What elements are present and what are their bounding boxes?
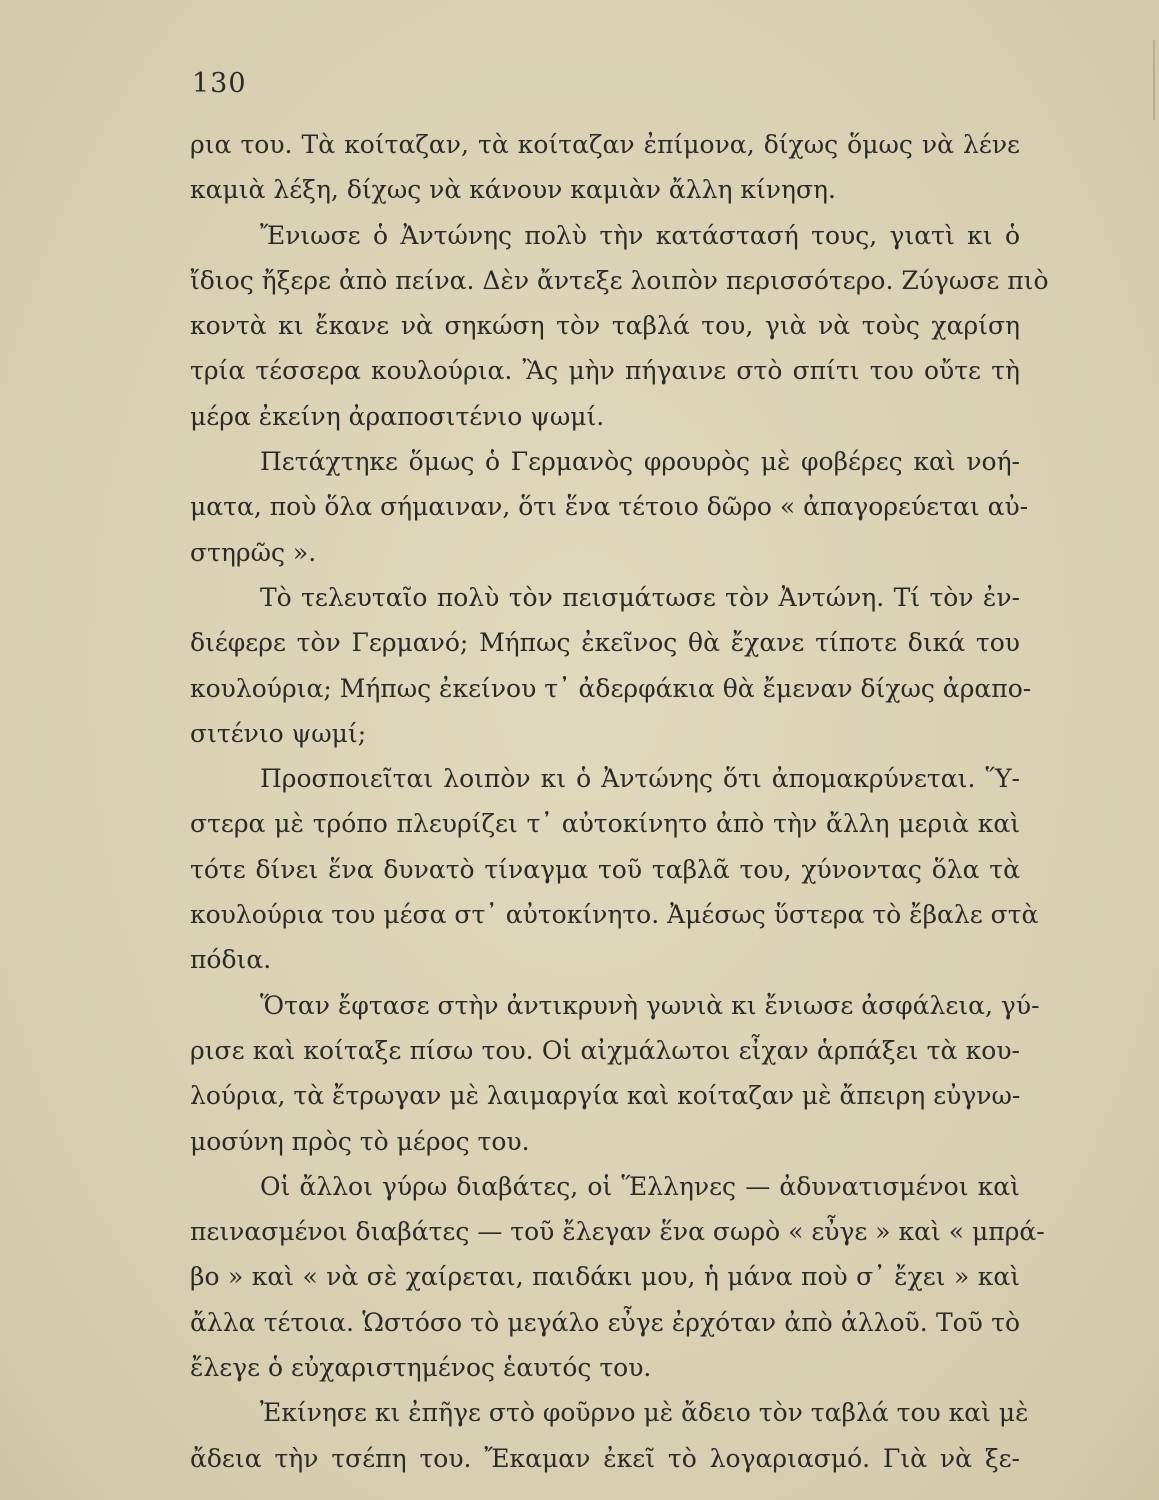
text-line: ἄδεια τὴν τσέπη του. Ἔκαμαν ἐκεῖ τὸ λογαριασμό. Γιὰ νὰ ξε- [190, 1443, 1020, 1473]
text-line: κουλούρια; Μήπως ἐκείνου τ᾽ ἀδερφάκια θὰ ἔμεναν δίχως ἀραπο- [190, 673, 1032, 703]
text-line: ἴδιος ἤξερε ἀπὸ πείνα. Δὲν ἄντεξε λοιπὸν περισσότερο. Ζύγωσε πιὸ [190, 265, 1049, 295]
text-line: μέρα ἐκείνη ἀραποσιτένιο ψωμί. [190, 401, 605, 431]
text-line: λούρια, τὰ ἔτρωγαν μὲ λαιμαργία καὶ κοίταζαν μὲ ἄπειρη εὐγνω- [190, 1081, 1021, 1111]
text-line: ρισε καὶ κοίταξε πίσω του. Οἱ αἰχμάλωτοι εἶχαν ἁρπάξει τὰ κου- [190, 1035, 1020, 1065]
text-line: ρια του. Τὰ κοίταζαν, τὰ κοίταζαν ἐπίμονα, δίχως ὅμως νὰ λένε [190, 130, 1020, 159]
text-line: Πετάχτηκε ὅμως ὁ Γερμανὸς φρουρὸς μὲ φοβέρες καὶ νοή- [260, 447, 1020, 477]
text-body [190, 122, 1049, 1481]
text-line: τρία τέσσερα κουλούρια. Ἂς μὴν πήγαινε στὸ σπίτι του οὔτε τὴ [190, 356, 1020, 386]
text-line: κουλούρια του μέσα στ᾽ αὐτοκίνητο. Ἀμέσως ὕστερα τὸ ἔβαλε στὰ [190, 900, 1039, 930]
text-line: πεινασμένοι διαβάτες — τοῦ ἔλεγαν ἕνα σωρὸ « εὖγε » καὶ « μπρά- [190, 1217, 1045, 1247]
text-line: Ἔνιωσε ὁ Ἀντώνης πολὺ τὴν κατάστασή τους, γιατὶ κι ὁ [260, 220, 1020, 250]
text-line: πόδια. [190, 945, 272, 975]
text-line: κοντὰ κι ἔκανε νὰ σηκώση τὸν ταβλά του, γιὰ νὰ τοὺς χαρίση [190, 311, 1020, 341]
text-line: διέφερε τὸν Γερμανό; Μήπως ἐκεῖνος θὰ ἔχανε τίποτε δικά του [190, 628, 1020, 658]
text-line: Προσποιεῖται λοιπὸν κι ὁ Ἀντώνης ὅτι ἀπομακρύνεται. Ὕ- [260, 764, 1020, 794]
page-number: 130 [192, 68, 247, 99]
text-line: τότε δίνει ἕνα δυνατὸ τίναγμα τοῦ ταβλᾶ του, χύνοντας ὅλα τὰ [190, 854, 1020, 884]
text-line: Ὅταν ἔφτασε στὴν ἀντικρυνὴ γωνιὰ κι ἔνιωσε ἀσφάλεια, γύ- [260, 990, 1040, 1020]
text-line: Οἱ ἄλλοι γύρω διαβάτες, οἱ Ἕλληνες — ἀδυνατισμένοι καὶ [260, 1171, 1020, 1201]
text-line: μοσύνη πρὸς τὸ μέρος του. [190, 1126, 530, 1156]
text-line: Τὸ τελευταῖο πολὺ τὸν πεισμάτωσε τὸν Ἀντώνη. Τί τὸν ἐν- [260, 582, 1020, 612]
page-edge-mark [1153, 40, 1155, 120]
text-line: καμιὰ λέξη, δίχως νὰ κάνουν καμιὰν ἄλλη κίνηση. [190, 175, 836, 205]
text-line: ματα, ποὺ ὅλα σήμαιναν, ὅτι ἕνα τέτοιο δῶρο « ἀπαγορεύεται αὐ- [190, 492, 1029, 522]
text-line: στηρῶς ». [190, 537, 317, 567]
text-line: ἔλεγε ὁ εὐχαριστημένος ἑαυτός του. [190, 1353, 652, 1383]
text-line: στερα μὲ τρόπο πλευρίζει τ᾽ αὐτοκίνητο ἀπὸ τὴν ἄλλη μεριὰ καὶ [190, 809, 1020, 839]
text-line: Ἐκίνησε κι ἐπῆγε στὸ φοῦρνο μὲ ἄδειο τὸν ταβλά του καὶ μὲ [260, 1398, 1029, 1428]
text-line: ἄλλα τέτοια. Ὡστόσο τὸ μεγάλο εὖγε ἐρχόταν ἀπὸ ἀλλοῦ. Τοῦ τὸ [190, 1307, 1020, 1337]
text-line: σιτένιο ψωμί; [190, 718, 367, 748]
text-line: βο » καὶ « νὰ σὲ χαίρεται, παιδάκι μου, ἡ μάνα ποὺ σ᾽ ἔχει » καὶ [190, 1262, 1020, 1292]
